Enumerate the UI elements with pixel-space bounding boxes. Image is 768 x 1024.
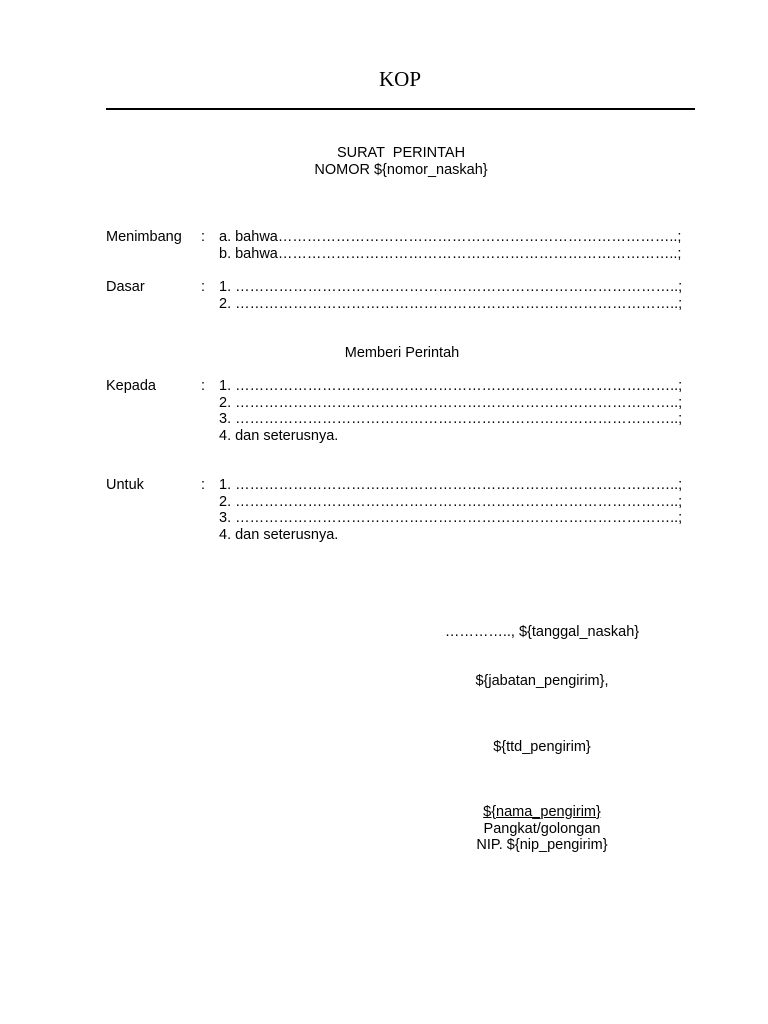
list-item: 1. ………………………………………………………………………………..; — [219, 279, 683, 295]
list-item: 2. ………………………………………………………………………………..; — [219, 295, 683, 312]
list-item: 2. ………………………………………………………………………………..; — [219, 394, 683, 411]
kop-header: KOP — [378, 67, 421, 91]
sender-position: ${jabatan_pengirim}, — [475, 673, 609, 689]
label-dasar: Dasar — [106, 279, 145, 295]
menimbang-items — [219, 229, 689, 262]
place-date: ………….., ${tanggal_naskah} — [444, 624, 640, 640]
list-item: 3. ………………………………………………………………………………..; — [219, 510, 683, 526]
sender-name-block — [440, 804, 644, 854]
label-untuk: Untuk — [106, 477, 144, 493]
label-menimbang: Menimbang — [106, 229, 182, 245]
sender-rank: Pangkat/golongan — [483, 820, 601, 837]
memberi-perintah-heading: Memberi Perintah — [344, 345, 460, 361]
list-item: a. bahwa………………………………………………………………………..; — [219, 229, 682, 245]
document-title — [0, 145, 768, 179]
title-nomor: NOMOR ${nomor_naskah} — [314, 162, 488, 178]
list-item: 1. ………………………………………………………………………………..; — [219, 477, 683, 493]
sender-signature: ${ttd_pengirim} — [493, 739, 591, 755]
label-kepada: Kepada — [106, 378, 156, 394]
sender-name: ${nama_pengirim} — [483, 804, 601, 820]
list-item: 4. dan seterusnya. — [219, 427, 339, 444]
kepada-items — [219, 378, 689, 444]
dasar-items — [219, 279, 689, 312]
title-surat-perintah: SURAT PERINTAH — [336, 145, 466, 161]
list-item: 4. dan seterusnya. — [219, 526, 339, 543]
sender-nip: NIP. ${nip_pengirim} — [476, 837, 608, 853]
header-divider — [106, 108, 695, 110]
list-item: 3. ………………………………………………………………………………..; — [219, 411, 683, 427]
untuk-items — [219, 477, 689, 543]
colon-untuk: : — [201, 477, 206, 493]
list-item: 2. ………………………………………………………………………………..; — [219, 493, 683, 510]
list-item: 1. ………………………………………………………………………………..; — [219, 378, 683, 394]
list-item: b. bahwa………………………………………………………………………..; — [219, 245, 682, 262]
colon-menimbang: : — [201, 229, 206, 245]
colon-kepada: : — [201, 378, 206, 394]
colon-dasar: : — [201, 279, 206, 295]
